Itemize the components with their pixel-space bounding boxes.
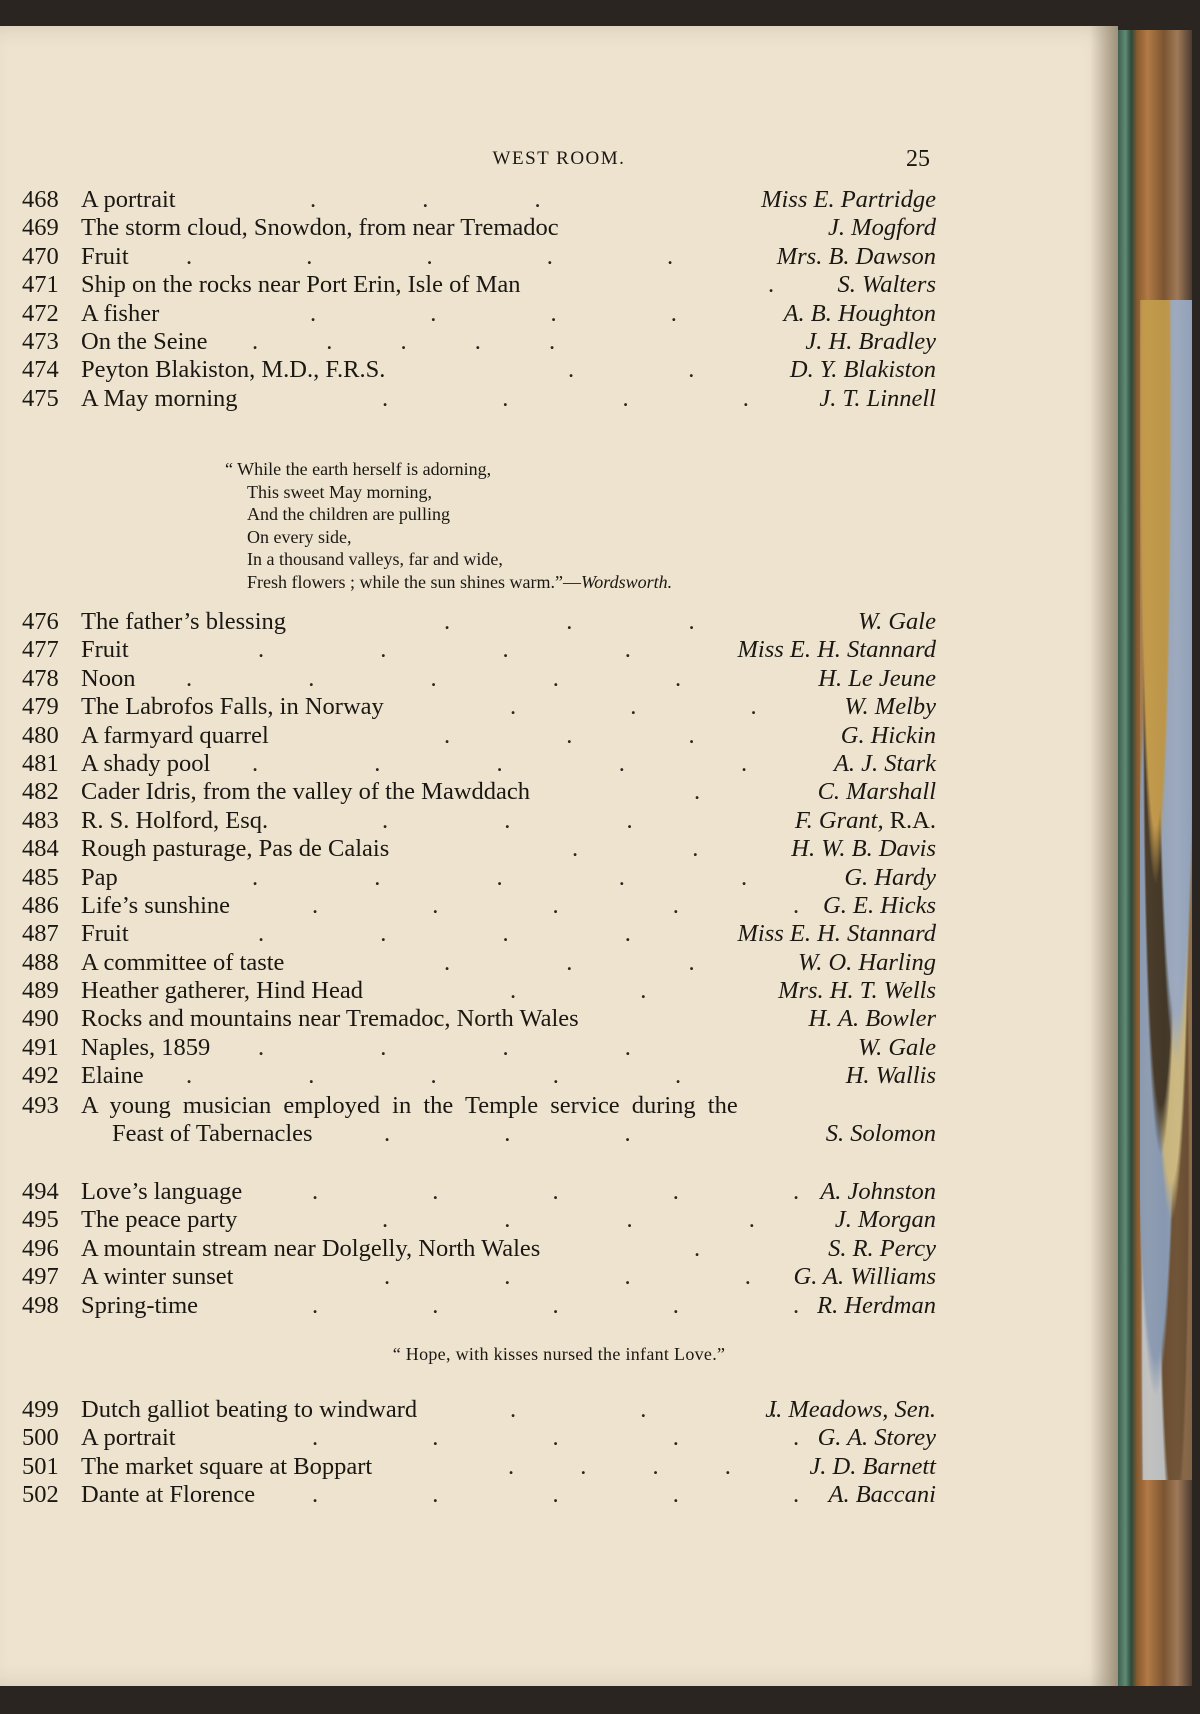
leader-dots: . . — [568, 356, 695, 384]
artist-name: H. W. B. Davis — [791, 835, 936, 863]
leader-dots: . . . . . — [186, 242, 674, 270]
entry-title: Naples, 1859 — [81, 1033, 211, 1061]
entry-artist: S. Solomon — [825, 1120, 936, 1148]
leader-dots: . . . . . — [312, 1291, 800, 1319]
catalogue-entry — [0, 1092, 1118, 1120]
catalogue-entry — [0, 385, 1118, 413]
catalogue-entry — [0, 1453, 1118, 1481]
entry-artist — [858, 1034, 936, 1062]
leader-dots: . . . — [444, 608, 695, 635]
page-number: 25 — [906, 146, 930, 172]
catalogue-entry — [0, 1005, 1118, 1033]
artist-name: W. Melby — [844, 693, 936, 721]
leader-dots: . . . . . — [312, 1424, 800, 1452]
entry-artist: J. Mogford — [828, 214, 936, 242]
leader-dots: . . . . . — [312, 891, 800, 919]
artist-name: W. O. Harling — [798, 948, 936, 976]
catalogue-entry — [0, 665, 1118, 693]
entry-title: R. S. Holford, Esq. — [81, 806, 269, 834]
page-edge-shadow — [1090, 26, 1118, 1686]
leader-dots: . . . . — [258, 1033, 631, 1061]
leader-dots: . . . . — [258, 636, 631, 664]
catalogue-entry — [0, 1424, 1118, 1452]
entry-artist — [791, 835, 936, 863]
entry-title: Pap — [81, 863, 118, 891]
entry-number: 499 — [22, 1396, 59, 1423]
catalogue-entry — [0, 300, 1118, 328]
entry-title: A portrait — [81, 186, 176, 213]
catalogue-entry — [0, 1062, 1118, 1090]
entry-number: 500 — [22, 1424, 59, 1452]
entry-artist — [844, 693, 936, 721]
entry-number: 469 — [22, 214, 59, 242]
entry-artist: R. Herdman — [817, 1291, 936, 1319]
entry-title: Ship on the rocks near Port Erin, Isle of Man — [81, 271, 521, 299]
entry-number: 493 — [22, 1092, 59, 1119]
running-head: WEST ROOM. — [492, 148, 626, 169]
catalogue-entry — [0, 356, 1118, 384]
entry-title: Cader Idris, from the valley of the Mawddach — [81, 778, 531, 806]
entry-artist: J. Meadows, Sen. — [765, 1396, 936, 1423]
entry-number: 501 — [22, 1452, 59, 1480]
entry-number: 489 — [22, 977, 59, 1005]
leader-dots: . . . . — [310, 299, 677, 327]
catalogue-entry — [0, 328, 1118, 356]
entry-artist — [809, 1005, 937, 1033]
catalogue-entry — [0, 608, 1118, 636]
leader-dots: . . . . — [258, 920, 631, 948]
marbled-endpaper — [1140, 300, 1192, 1480]
entry-number: 491 — [22, 1033, 59, 1061]
catalogue-entry — [0, 920, 1118, 948]
leader-dots: . . . . . — [252, 749, 748, 777]
entry-artist — [858, 608, 936, 636]
entry-artist: J. D. Barnett — [809, 1452, 936, 1480]
entry-title: Love’s language — [81, 1178, 243, 1205]
catalogue-group-2 — [0, 608, 1118, 1091]
entry-artist — [834, 750, 936, 778]
leader-dots: . — [694, 1234, 701, 1262]
artist-name: H. Le Jeune — [818, 664, 936, 692]
poem-attribution: Wordsworth. — [580, 571, 673, 592]
entry-title: Peyton Blakiston, M.D., F.R.S. — [81, 356, 386, 384]
catalogue-entry — [0, 1178, 1118, 1206]
entry-title: Spring-time — [81, 1291, 199, 1319]
artist-name: H. A. Bowler — [808, 1005, 936, 1033]
entry-number: 486 — [22, 891, 59, 919]
catalogue-entry — [0, 693, 1118, 721]
artist-name: C. Marshall — [817, 778, 936, 806]
entry-title: A portrait — [81, 1424, 176, 1452]
entry-title: A winter sunset — [81, 1263, 234, 1291]
artist-name: H. Wallis — [845, 1062, 936, 1090]
catalogue-entry — [0, 271, 1118, 299]
leader-dots: . . . . . — [252, 863, 748, 891]
leader-dots: . . — [510, 977, 647, 1005]
entry-artist: G. A. Storey — [817, 1424, 936, 1452]
entry-number: 498 — [22, 1291, 59, 1319]
entry-artist — [798, 949, 936, 977]
catalogue-entry — [0, 750, 1118, 778]
entry-title: Fruit — [81, 920, 129, 948]
catalogue-entry — [0, 864, 1118, 892]
entry-artist: D. Y. Blakiston — [789, 356, 936, 384]
entry-title: Fruit — [81, 242, 129, 270]
leader-dots: . . — [572, 835, 699, 863]
entry-title: Dante at Florence — [81, 1481, 256, 1509]
leader-dots: . . . . — [382, 1206, 755, 1234]
entry-number: 496 — [22, 1234, 59, 1262]
entry-artist — [737, 636, 936, 664]
catalogue-entry — [0, 1034, 1118, 1062]
entry-title: A mountain stream near Dolgelly, North Wales — [81, 1234, 541, 1262]
leader-dots: . . . . — [508, 1452, 731, 1480]
entry-title: On the Seine — [81, 327, 208, 355]
catalogue-entry — [0, 778, 1118, 806]
catalogue-group-3 — [0, 1178, 1118, 1320]
leader-dots: . . . . — [384, 1263, 751, 1291]
entry-number: 473 — [22, 327, 59, 355]
leader-dots: . — [768, 271, 775, 299]
artist-name: G. Hickin — [840, 721, 936, 749]
leader-dots: . . . — [510, 1396, 777, 1423]
entry-number: 502 — [22, 1481, 59, 1509]
catalogue-entry — [0, 949, 1118, 977]
artist-name: G. E. Hicks — [823, 891, 936, 919]
artist-name: G. Hardy — [844, 863, 936, 891]
artist-name: F. Grant, — [794, 806, 884, 834]
leader-dots: . . . . . — [252, 327, 556, 355]
catalogue-entry — [0, 1235, 1118, 1263]
entry-number: 471 — [22, 271, 59, 299]
catalogue-group-4 — [0, 1396, 1118, 1510]
leader-dots: . . . — [444, 948, 695, 976]
entry-artist — [841, 722, 936, 750]
entry-number: 472 — [22, 299, 59, 327]
entry-number: 474 — [22, 356, 59, 384]
entry-artist — [844, 864, 936, 892]
entry-artist — [778, 977, 936, 1005]
entry-number: 484 — [22, 835, 59, 863]
catalogue-entry — [0, 977, 1118, 1005]
catalogue-entry — [0, 243, 1118, 271]
entry-artist: S. R. Percy — [828, 1234, 936, 1262]
entry-artist: S. Walters — [837, 271, 936, 299]
artist-name: Miss E. H. Stannard — [737, 920, 936, 948]
entry-number: 490 — [22, 1005, 59, 1033]
leader-dots: . . . — [444, 721, 695, 749]
entry-title: Life’s sunshine — [81, 891, 231, 919]
catalogue-entry — [0, 1292, 1118, 1320]
poem-line: In a thousand valleys, far and wide, — [247, 549, 503, 569]
entry-number: 479 — [22, 693, 59, 721]
entry-artist — [846, 1062, 936, 1090]
entry-title: Rocks and mountains near Tremadoc, North Wales — [81, 1005, 579, 1033]
entry-number: 468 — [22, 186, 59, 213]
entry-number: 480 — [22, 721, 59, 749]
entry-title: Noon — [81, 664, 136, 692]
entry-artist: J. Morgan — [834, 1206, 936, 1234]
entry-artist — [818, 778, 936, 806]
entry-title: A shady pool — [81, 749, 211, 777]
entry-artist: A. Johnston — [820, 1178, 936, 1205]
entry-title: Heather gatherer, Hind Head — [81, 977, 363, 1005]
leader-dots: . . . . . — [186, 1062, 682, 1090]
entry-number: 476 — [22, 608, 59, 635]
leader-dots: . . . . . — [186, 664, 682, 692]
artist-name: A. J. Stark — [833, 749, 936, 777]
catalogue-entry-493 — [0, 1092, 1118, 1149]
leader-dots: . — [694, 778, 701, 806]
entry-title: The Labrofos Falls, in Norway — [81, 693, 384, 721]
entry-title: The storm cloud, Snowdon, from near Tremadoc — [81, 214, 559, 242]
leader-dots: . . . . — [382, 384, 749, 412]
catalogue-entry — [0, 722, 1118, 750]
entry-title: A May morning — [81, 384, 238, 412]
entry-number: 482 — [22, 778, 59, 806]
leader-dots: . . . — [384, 1120, 631, 1148]
page-header — [0, 148, 1118, 178]
leader-dots: . . . . . — [312, 1481, 800, 1509]
poem-line: And the children are pulling — [247, 504, 450, 524]
book-page — [0, 26, 1118, 1686]
poem-line-last — [225, 571, 672, 594]
entry-number: 494 — [22, 1178, 59, 1205]
artist-name: Miss E. H. Stannard — [737, 636, 936, 664]
leader-dots: . . . — [382, 806, 633, 834]
artist-name: W. Gale — [857, 1033, 936, 1061]
catalogue-entry-continuation — [0, 1120, 1118, 1148]
entry-title-continuation: Feast of Tabernacles — [112, 1120, 313, 1148]
poem-line: Fresh flowers ; while the sun shines warm.”— — [247, 571, 581, 592]
entry-number: 477 — [22, 636, 59, 664]
entry-title: Fruit — [81, 636, 129, 664]
catalogue-entry — [0, 1396, 1118, 1424]
entry-artist: G. A. Williams — [793, 1263, 936, 1291]
entry-number: 487 — [22, 920, 59, 948]
entry-artist: Miss E. Partridge — [761, 186, 936, 213]
entry-number: 492 — [22, 1062, 59, 1090]
entry-title: A farmyard quarrel — [81, 721, 269, 749]
poem-quotation — [225, 458, 672, 593]
catalogue-entry — [0, 186, 1118, 214]
entry-number: 495 — [22, 1206, 59, 1234]
catalogue-entry — [0, 1263, 1118, 1291]
catalogue-entry — [0, 214, 1118, 242]
catalogue-entry — [0, 835, 1118, 863]
entry-title: The peace party — [81, 1206, 238, 1234]
entry-number: 497 — [22, 1263, 59, 1291]
poem-line: On every side, — [247, 526, 352, 547]
entry-artist — [737, 920, 936, 948]
entry-title: A young musician employed in the Temple service during the — [81, 1092, 738, 1119]
entry-number: 483 — [22, 806, 59, 834]
poem-line: This sweet May morning, — [247, 481, 432, 502]
catalogue-entry — [0, 807, 1118, 835]
entry-artist — [818, 665, 936, 693]
entry-artist — [823, 892, 936, 920]
leader-dots: . . . — [310, 186, 541, 213]
poem-line: “ While the earth herself is adorning, — [225, 459, 492, 479]
leader-dots: . . . — [510, 693, 757, 721]
leader-dots: . . . . . — [312, 1178, 800, 1205]
entry-title: Dutch galliot beating to windward — [81, 1396, 418, 1423]
catalogue-entry — [0, 1481, 1118, 1509]
entry-artist: J. H. Bradley — [805, 327, 936, 355]
entry-artist: J. T. Linnell — [819, 384, 936, 412]
entry-title: A committee of taste — [81, 948, 285, 976]
entry-number: 485 — [22, 863, 59, 891]
catalogue-entry — [0, 1206, 1118, 1234]
entry-title: Elaine — [81, 1062, 144, 1090]
entry-artist — [795, 807, 936, 835]
artist-suffix: R.A. — [883, 806, 936, 834]
catalogue-entry — [0, 892, 1118, 920]
entry-title: The market square at Boppart — [81, 1452, 373, 1480]
entry-number: 475 — [22, 384, 59, 412]
artist-name: Mrs. H. T. Wells — [778, 977, 936, 1005]
quotation: “ Hope, with kisses nursed the infant Love.” — [392, 1344, 726, 1364]
entry-number: 481 — [22, 749, 59, 777]
artist-name: W. Gale — [857, 608, 936, 635]
entry-artist: Mrs. B. Dawson — [776, 242, 936, 270]
entry-number: 488 — [22, 948, 59, 976]
entry-number: 478 — [22, 664, 59, 692]
catalogue-group-1 — [0, 186, 1118, 413]
entry-title: The father’s blessing — [81, 608, 287, 635]
catalogue-entry — [0, 636, 1118, 664]
entry-artist: A. Baccani — [828, 1481, 936, 1509]
entry-title: Rough pasturage, Pas de Calais — [81, 835, 390, 863]
entry-number: 470 — [22, 242, 59, 270]
entry-artist: A. B. Houghton — [783, 299, 936, 327]
entry-title: A fisher — [81, 299, 160, 327]
